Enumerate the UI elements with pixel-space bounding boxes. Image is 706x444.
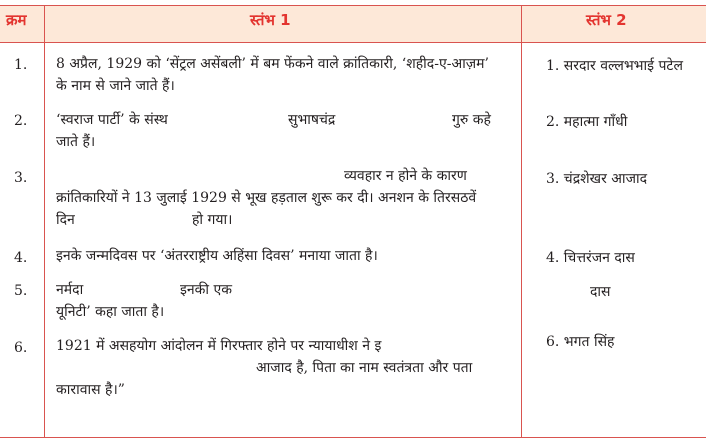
row-text: इनके जन्मदिवस पर ‘अंतरराष्ट्रीय अहिंसा दिवस’ मनाया जाता है। xyxy=(56,248,378,264)
table-row xyxy=(56,335,512,401)
row-text: 1921 में असहयोग आंदोलन में गिरफ्तार होने पर न्यायाधीश ने इ xyxy=(56,338,382,354)
table-row xyxy=(56,109,512,153)
table-bottom-border xyxy=(0,437,706,438)
header-column-1: स्तंभ 1 xyxy=(250,11,291,29)
row-text: 8 अप्रैल, 1929 को ‘सेंट्रल असेंबली’ में बम फेंकने वाले क्रांतिकारी, ‘शहीद-ए-आज़म’ xyxy=(56,56,489,72)
row-number: 4. xyxy=(14,250,28,266)
row-text: हो गया। xyxy=(192,212,233,228)
row-text: क्रांतिकारियों ने 13 जुलाई 1929 से भूख हड़ताल शुरू कर दी। अनशन के तिरसठवें xyxy=(56,190,477,206)
header-kram: क्रम xyxy=(6,11,27,29)
row-text: कारावास है।” xyxy=(56,382,125,398)
column-2-item: 1. सरदार वल्लभभाई पटेल xyxy=(546,58,683,74)
row-text: जाते हैं। xyxy=(56,134,96,150)
table-row xyxy=(56,165,512,231)
row-text: इनकी एक xyxy=(180,282,232,298)
row-text: गुरु कहे xyxy=(452,112,491,128)
column-2-item: 4. चित्तरंजन दास xyxy=(546,250,635,266)
row-text: के नाम से जाने जाते हैं। xyxy=(56,78,175,94)
column-divider xyxy=(521,5,522,437)
column-2-item: दास xyxy=(590,284,611,300)
row-text: यूनिटी’ कहा जाता है। xyxy=(56,304,165,320)
row-text: नर्मदा xyxy=(56,282,84,298)
table-row xyxy=(56,245,512,267)
row-number: 1. xyxy=(14,57,28,73)
row-number: 6. xyxy=(14,340,28,356)
row-text: दिन xyxy=(56,212,75,228)
column-2-item: 6. भगत सिंह xyxy=(546,334,615,350)
row-number: 5. xyxy=(14,283,28,299)
header-column-2: स्तंभ 2 xyxy=(586,11,627,29)
column-divider xyxy=(44,5,45,437)
row-text: सुभाषचंद्र xyxy=(288,112,336,128)
row-number: 3. xyxy=(14,170,28,186)
row-text: आजाद है, पिता का नाम स्वतंत्रता और पता xyxy=(256,360,473,376)
table-row xyxy=(56,279,512,323)
column-2-item: 3. चंद्रशेखर आजाद xyxy=(546,171,648,187)
row-text: ‘स्वराज पार्टी’ के संस्थ xyxy=(56,112,168,128)
column-2-item: 2. महात्मा गाँधी xyxy=(546,114,628,130)
table-row xyxy=(56,53,512,97)
row-text: व्यवहार न होने के कारण xyxy=(344,168,467,184)
row-number: 2. xyxy=(14,113,28,129)
